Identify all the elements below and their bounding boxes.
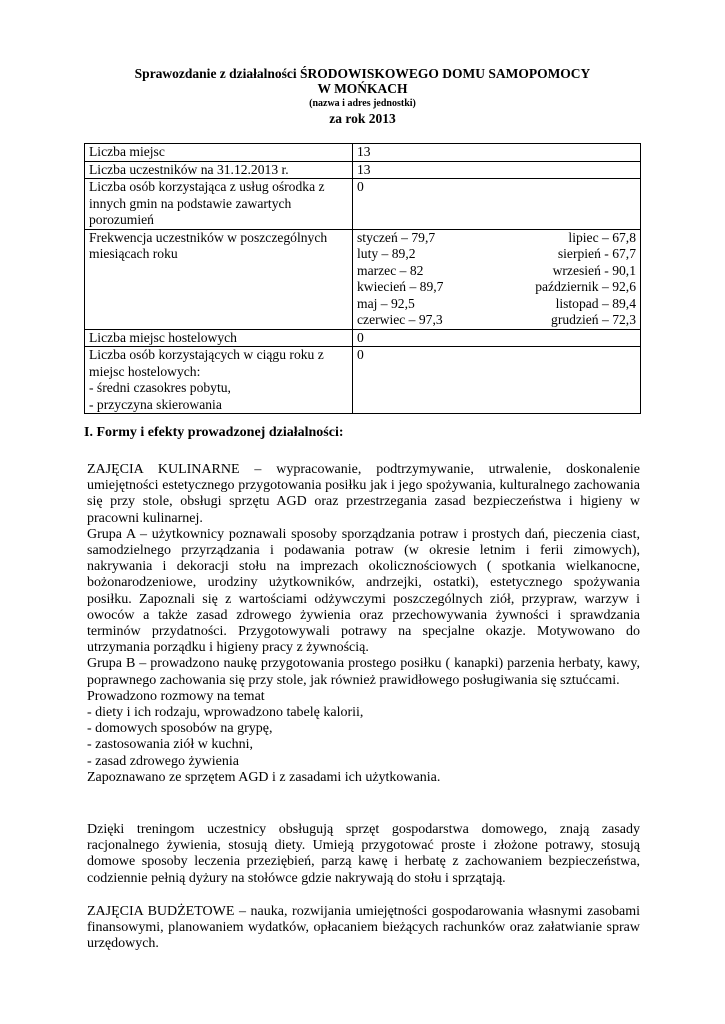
budget-section (87, 904, 640, 953)
list-item: - diety i ich rodzaju, wprowadzono tabelę kalorii, (87, 705, 364, 721)
list-item: - zastosowania ziół w kuchni, (87, 737, 254, 753)
month-entry: marzec – 82 (357, 262, 424, 278)
months-jan-jun (357, 230, 443, 329)
section-heading: I. Formy i efekty prowadzonej działalności: (84, 425, 344, 440)
paragraph: Grupa A – użytkownicy poznawali sposoby sporządzania potraw i prostych dań, pieczenia ciast, samodzielnego przyrządzania i podawania potraw (w okresie letnim i ferii zimowych), nakrywania i dekoracji stołu na imprezach okolicznościowych ( spotkania wielkanocne, bożonarodzeniowe, urodziny użytkowników, andrzejki, ostatki), estetycznego spożywania posiłku. Zapoznali się z wartościami odżywczymi poszczególnych ziół, przypraw, warzyw i owoców a także zasad zdrowego żywienia oraz przechowywania żywności i sprawdzania terminów przydatności. Przygotowywali potrawy na specjalne okazje. Motywowano do utrzymania porządku i higieny pracy z żywnością. (87, 526, 640, 656)
report-year: za rok 2013 (329, 111, 396, 126)
attendance-months (353, 229, 641, 329)
row-label-places: Liczba miejsc (85, 144, 353, 162)
table-row (85, 347, 641, 414)
row-value-other-communes: 0 (353, 179, 641, 230)
table-row (85, 329, 641, 347)
summary-table (84, 143, 641, 414)
paragraph: Zapoznawano ze sprzętem AGD i z zasadami ich użytkowania. (87, 769, 441, 785)
month-entry: lipiec – 67,8 (568, 229, 636, 245)
paragraph: Grupa B – prowadzono naukę przygotowania prostego posiłku ( kanapki) parzenia herbaty, kawy, poprawnego zachowania się przy stole, jak również prawidłowego posługiwania się sztućcami. (87, 656, 640, 688)
month-entry: luty – 89,2 (357, 246, 416, 261)
row-value-hostel-users: 0 (353, 347, 641, 414)
list-item: - domowych sposobów na grypę, (87, 721, 273, 737)
training-effects (87, 822, 640, 887)
report-location: W MOŃKACH (317, 81, 408, 96)
month-entry: wrzesień - 90,1 (552, 262, 636, 278)
unit-caption: (nazwa i adres jednostki) (309, 98, 416, 109)
row-label-hostel-places: Liczba miejsc hostelowych (85, 329, 353, 347)
table-row (85, 161, 641, 179)
row-value-participants: 13 (353, 161, 641, 179)
row-label-other-communes: Liczba osób korzystająca z usług ośrodka z innych gmin na podstawie zawartych porozumień (85, 179, 353, 230)
row-label-attendance: Frekwencja uczestników w poszczególnych miesiącach roku (85, 229, 353, 329)
month-entry: czerwiec – 97,3 (357, 312, 443, 327)
months-jul-dec (535, 230, 636, 329)
list-item: - zasad zdrowego żywienia (87, 753, 239, 769)
culinary-section (87, 462, 640, 786)
table-row (85, 144, 641, 162)
month-entry: grudzień – 72,3 (551, 312, 636, 327)
month-entry: kwiecień – 89,7 (357, 279, 444, 294)
row-label-hostel-users: Liczba osób korzystających w ciągu roku z miejsc hostelowych: - średni czasokres pobytu, - przyczyna skierowania (85, 347, 353, 414)
row-value-hostel-places: 0 (353, 329, 641, 347)
month-entry: styczeń – 79,7 (357, 229, 436, 245)
month-entry: sierpień - 67,7 (557, 246, 636, 261)
month-entry: listopad – 89,4 (555, 295, 636, 311)
row-label-participants: Liczba uczestników na 31.12.2013 r. (85, 161, 353, 179)
paragraph: Dzięki treningom uczestnicy obsługują sprzęt gospodarstwa domowego, znają zasady racjonalnego żywienia, stosują diety. Umieją przygotować proste i złożone potrawy, stosują domowe sposoby leczenia przeziębień, parzą kawę i herbatę z zachowaniem bezpieczeństwa, codziennie pełnią dyżury na stołówce gdzie nakrywają do stołu i sprzątają. (87, 822, 640, 886)
month-entry: maj – 92,5 (357, 295, 415, 311)
month-entry: październik – 92,6 (535, 279, 636, 294)
table-row (85, 179, 641, 230)
paragraph: ZAJĘCIA BUDŻETOWE – nauka, rozwijania umiejętności gospodarowania własnymi zasobami finansowymi, planowaniem wydatków, opłacaniem bieżących rachunków oraz załatwianie spraw urzędowych. (87, 904, 640, 952)
table-row (85, 229, 641, 329)
report-title: Sprawozdanie z działalności ŚRODOWISKOWEGO DOMU SAMOPOMOCY (134, 66, 591, 81)
paragraph: Prowadzono rozmowy na temat (87, 688, 265, 704)
row-value-places: 13 (353, 144, 641, 162)
paragraph: ZAJĘCIA KULINARNE – wypracowanie, podtrzymywanie, utrwalenie, doskonalenie umiejętności estetycznego przygotowania posiłku jak i jego spożywania, kulturalnego zachowania się przy stole, obsługi sprzętu AGD oraz przestrzegania zasad bezpieczeństwa i higieny w pracowni kulinarnej. (87, 462, 640, 526)
